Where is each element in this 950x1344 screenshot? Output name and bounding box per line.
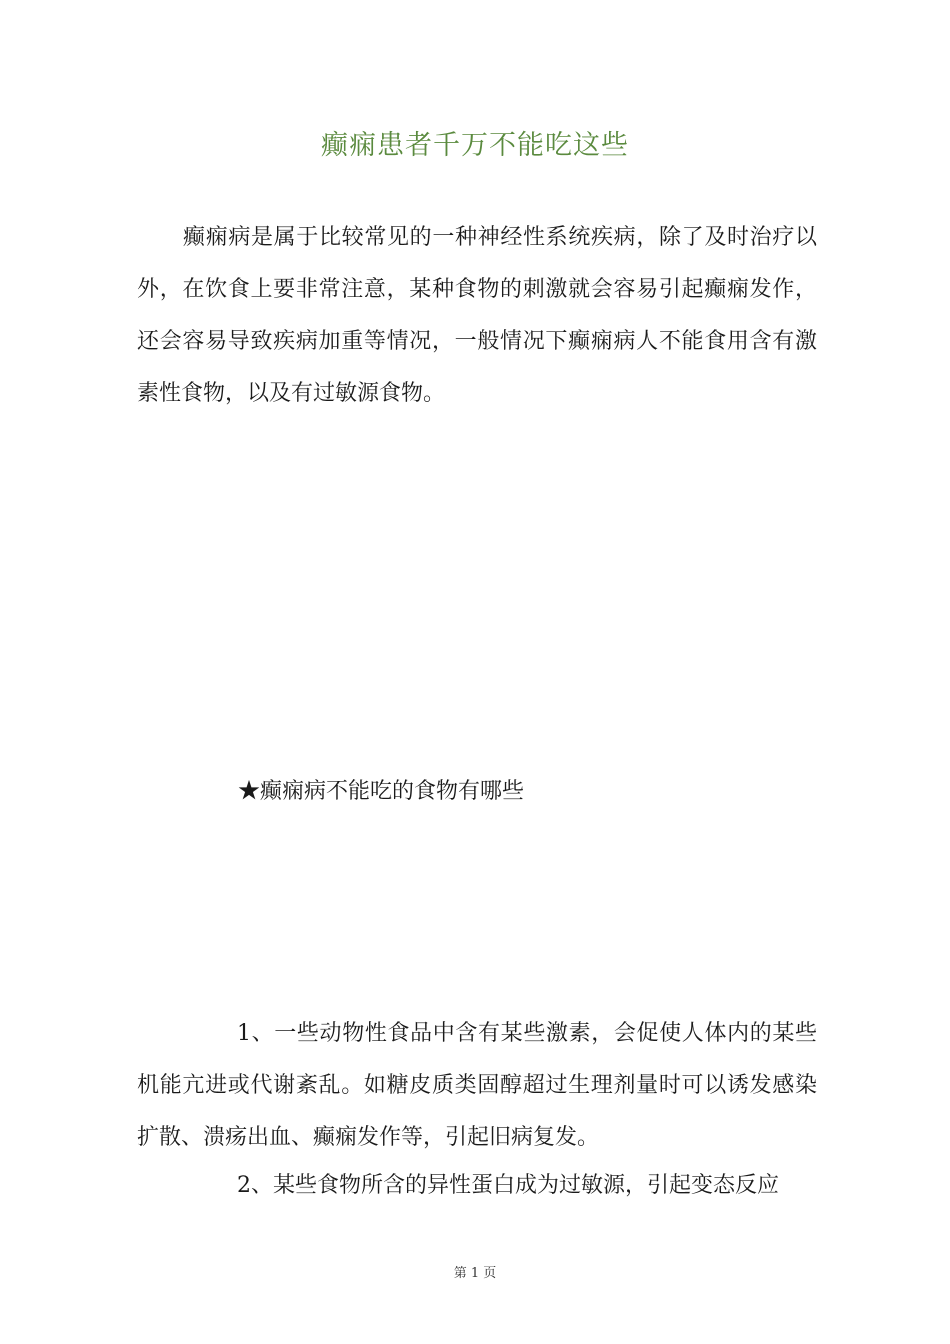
list-item-1: 1、一些动物性食品中含有某些激素，会促使人体内的某些机能亢进或代谢紊乱。如糖皮质类固醇超过生理剂量时可以诱发感染扩散、溃疡出血、癫痫发作等，引起旧病复发。 — [137, 1021, 817, 1150]
section-heading: ★癫痫病不能吃的食物有哪些 — [238, 779, 525, 804]
list-item-2: 2、某些食物所含的异性蛋白成为过敏源，引起变态反应 — [237, 1173, 779, 1198]
document-title: 癫痫患者千万不能吃这些 — [321, 130, 629, 161]
intro-paragraph: 癫痫病是属于比较常见的一种神经性系统疾病，除了及时治疗以外，在饮食上要非常注意，某种食物的刺激就会容易引起癫痫发作，还会容易导致疾病加重等情况，一般情况下癫痫病人不能食用含有激素性食物，以及有过敏源食物。 — [137, 225, 817, 406]
page-number: 第 1 页 — [453, 1266, 497, 1281]
